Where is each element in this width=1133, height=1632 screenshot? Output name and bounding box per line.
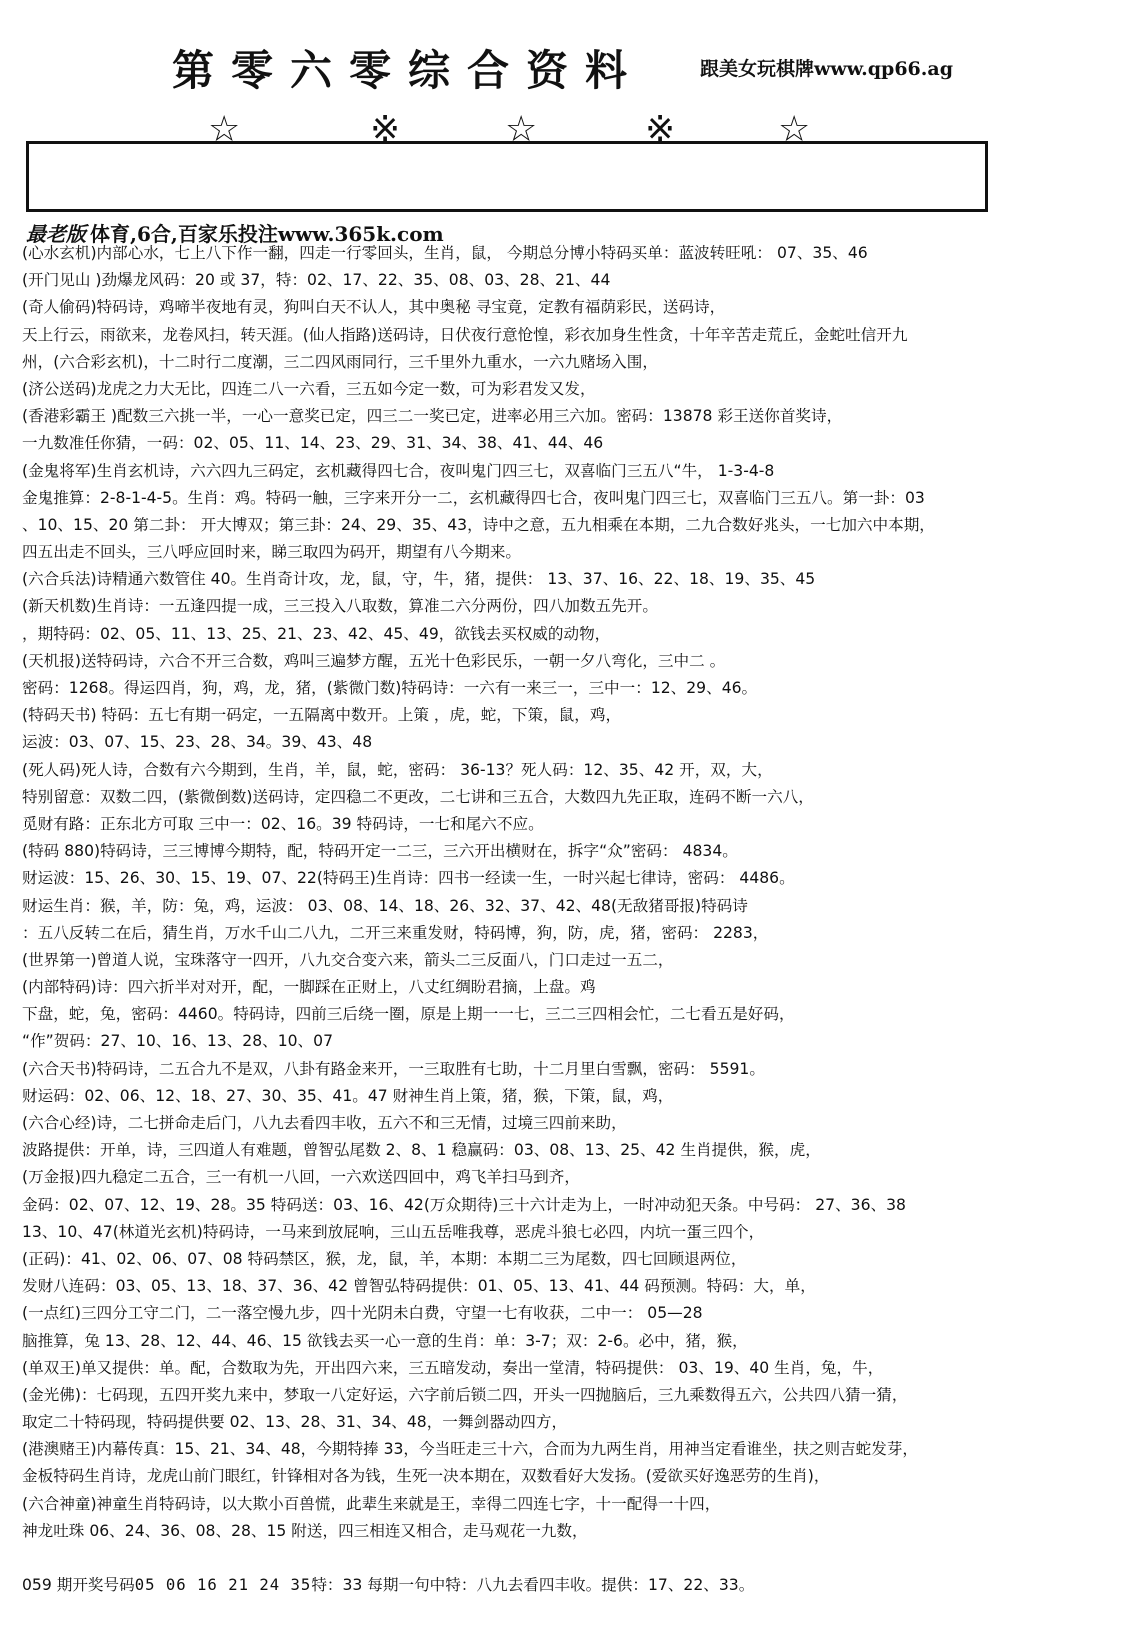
text-line: 一九数准任你猜，一码：02、05、11、14、23、29、31、34、38、41、44、46: [22, 434, 604, 453]
content-body: [22, 240, 1117, 1599]
cross-ornament-icon: ※: [645, 109, 676, 150]
text-line: (金鬼将军)生肖玄机诗，六六四九三码定，玄机藏得四七合，夜叫鬼门四三七，双喜临门三五八“牛， 1-3-4-8: [22, 461, 775, 480]
empty-banner-box: [26, 141, 988, 212]
text-line: (内部特码)诗：四六折半对对开，配，一脚踩在正财上，八丈红绸盼君摘，上盘。鸡: [22, 978, 596, 997]
text-line: 财运生肖：猴，羊，防：兔，鸡，运波： 03、08、14、18、26、32、37、42、48(无敌猪哥报)特码诗: [22, 896, 748, 915]
text-line: (一点红)三四分工守二门，二一落空慢九步，四十光阴未白费，守望一七有收获，二中一： 05—28: [22, 1304, 703, 1323]
text-line: 金板特码生肖诗，龙虎山前门眼红，针锋相对各为钱，生死一决本期在，双数看好大发扬。(爱欲买好逸恶劳的生肖)，: [22, 1467, 830, 1486]
text-line: 取定二十特码现，特码提供要 02、13、28、31、34、48，一舞剑器动四方，: [22, 1413, 568, 1432]
text-line: (新天机数)生肖诗：一五逢四提一成，三三投入八取数，算准二六分两份，四八加数五先开。: [22, 597, 658, 616]
star-icon: ☆: [208, 109, 241, 150]
ad-text: 体育,6合,百家乐投注www.365k.com: [90, 222, 444, 246]
text-line: (六合神童)神童生肖特码诗，以大欺小百兽慌，此辈生来就是王，幸得二四连七字，十一配得一十四，: [22, 1494, 721, 1513]
text-line: (世界第一)曾道人说，宝珠落守一四开，八九交合变六来，箭头二三反面八，门口走过一五二，: [22, 950, 674, 969]
site-link-text: 跟美女玩棋牌www.qp66.ag: [700, 58, 953, 80]
text-line: 神龙吐珠 06、24、36、08、28、15 附送，四三相连又相合，走马观花一九数，: [22, 1521, 588, 1540]
text-line: (心水玄机)内部心水，七上八下作一翻，四走一行零回头，生肖，鼠， 今期总分博小特码买单：蓝波转旺吼： 07、35、46: [22, 244, 868, 262]
text-line: 13、10、47(林道光玄机)特码诗，一马来到放屁响，三山五岳唯我尊，恶虎斗狼七必四，内坑一蛋三四个，: [22, 1222, 765, 1241]
text-line: (六合兵法)诗精通六数管住 40。生肖奇计攻，龙，鼠，守，牛，猪，提供： 13、37、16、22、18、19、35、45: [22, 570, 816, 589]
text-line: (奇人偷码)特码诗，鸡啼半夜地有灵，狗叫白天不认人，其中奥秘 寻宝竟，定教有福荫彩民，送码诗，: [22, 298, 726, 317]
star-icon: ☆: [778, 109, 811, 150]
text-line: 天上行云，雨欲来，龙卷风扫，转天涯。(仙人指路)送码诗，日伏夜行意怆惶，彩衣加身生性贪，十年辛苦走荒丘，金蛇吐信开九: [22, 325, 908, 344]
text-line: ，期特码：02、05、11、13、25、21、23、42、45、49，欲钱去买权威的动物，: [22, 624, 611, 643]
text-line: 运波：03、07、15、23、28、34。39、43、48: [22, 733, 373, 752]
result-tail: 每期一句中特：八九去看四丰收。提供：17、22、33。: [362, 1576, 755, 1595]
text-line: ：五八反转二在后，猜生肖，万水千山二八九，二开三来重发财，特码博，狗，防，虎，猪，密码： 2283，: [22, 923, 769, 942]
edition-label: 最老版: [26, 222, 86, 246]
text-line: (天机报)送特码诗，六合不开三合数，鸡叫三遍梦方醒，五光十色彩民乐，一朝一夕八弯化，三中二 。: [22, 651, 726, 670]
text-line: (特码天书) 特码：五七有期一码定，一五隔离中数开。上策 ，虎，蛇，下策，鼠，鸡，: [22, 706, 622, 725]
text-line: (济公送码)龙虎之力大无比，四连二八一六看，三五如今定一数，可为彩君发又发，: [22, 379, 596, 398]
text-line: (万金报)四九稳定二五合，三一有机一八回，一六欢送四回中，鸡飞羊扫马到齐，: [22, 1168, 580, 1187]
text-line: 波路提供：开单，诗，三四道人有难题，曾智弘尾数 2、8、1 稳赢码：03、08、13、25、42 生肖提供，猴，虎，: [22, 1141, 821, 1160]
text-line: 州，(六合彩玄机)，十二时行二度潮，三二四风雨同行，三千里外九重水，一六九赌场入围，: [22, 352, 658, 371]
text-line: “作”贺码：27、10、16、13、28、10、07: [22, 1032, 333, 1051]
text-line: (六合天书)特码诗，二五合九不是双，八卦有路金来开，一三取胜有七助，十二月里白雪飘，密码： 5591。: [22, 1059, 765, 1078]
text-line: 四五出走不回头，三八呼应回时来，睇三取四为码开，期望有八今期来。: [22, 543, 522, 562]
text-line: 、10、15、20 第二卦： 开大博双；第三卦：24、29、35、43，诗中之意，五九相乘在本期，二九合数好兆头，一七加六中本期，: [22, 515, 935, 534]
text-line: (正码)：41、02、06、07、08 特码禁区，猴，龙，鼠，羊，本期：本期二三为尾数，四七回顾退两位，: [22, 1249, 747, 1268]
cross-ornament-icon: ※: [370, 109, 401, 150]
text-line: (六合心经)诗，二七拼命走后门，八九去看四丰收，五六不和三无情，过境三四前来助，: [22, 1114, 627, 1132]
text-line: 财运波：15、26、30、15、19、07、22(特码王)生肖诗：四书一经读一生，一时兴起七律诗，密码： 4486。: [22, 869, 795, 888]
text-line: [22, 1545, 1117, 1572]
star-icon: ☆: [505, 109, 538, 150]
text-line: 金码：02、07、12、19、28。35 特码送：03、16、42(万众期待)三十六计走为上，一时冲动犯天条。中号码： 27、36、38: [22, 1195, 906, 1214]
page-title: 第零六零综合资料: [172, 46, 645, 95]
text-line: (单双王)单又提供：单。配，合数取为先，开出四六来，三五暗发动，奏出一堂清，特码提供： 03、19、40 生肖，兔，牛，: [22, 1358, 884, 1377]
special-number: 特：33: [311, 1576, 363, 1595]
text-line: (死人码)死人诗，合数有六今期到，生肖，羊，鼠，蛇，密码： 36-13？死人码：12、35、42 开，双，大，: [22, 760, 773, 779]
draw-numbers: 05 06 16 21 24 35: [134, 1576, 312, 1595]
text-line: (金光佛)：七码现，五四开奖九来中，梦取一八定好运，六字前后锁二四，开头一四抛脑后，三九乘数得五六，公共四八猜一猜，: [22, 1385, 908, 1404]
text-line: 发财八连码：03、05、13、18、37、36、42 曾智弘特码提供：01、05、13、41、44 码预测。特码：大，单，: [22, 1277, 816, 1296]
text-line: 下盘，蛇，兔，密码：4460。特码诗，四前三后绕一圈，原是上期一一七，三二三四相会忙，二七看五是好码，: [22, 1005, 795, 1024]
text-line: 脑推算，兔 13、28、12、44、46、15 欲钱去买一心一意的生肖：单：3-7；双：2-6。必中，猪，猴，: [22, 1331, 748, 1350]
text-line: (开门见山 )劲爆龙风码：20 或 37，特：02、17、22、35、08、03、28、21、44: [22, 271, 611, 290]
text-line: 觅财有路：正东北方可取 三中一：02、16。39 特码诗，一七和尾六不应。: [22, 814, 544, 833]
issue-label: 059 期开奖号码: [22, 1576, 135, 1595]
text-line: (港澳赌王)内幕传真：15、21、34、48，今期特捧 33，今当旺走三十六，合而为九两生肖，用神当定看谁坐，扶之则吉蛇发芽，: [22, 1440, 919, 1459]
text-line: 密码：1268。得运四肖，狗，鸡，龙，猪，(紫微门数)特码诗：一六有一来三一，三中一：12、29、46。: [22, 679, 758, 697]
text-line: 金鬼推算：2-8-1-4-5。生肖：鸡。特码一触，三字来开分一二，玄机藏得四七合，夜叫鬼门四三七，双喜临门三五八。第一卦：03: [22, 488, 925, 507]
result-line: [22, 1572, 1117, 1599]
text-line: 特别留意：双数二四，(紫微倒数)送码诗，定四稳二不更改，二七讲和三五合，大数四九先正取，连码不断一六八，: [22, 787, 814, 806]
text-line: (香港彩霸王 )配数三六挑一半，一心一意奖已定，四三二一奖已定，进率必用三六加。密码：13878 彩王送你首奖诗，: [22, 407, 843, 426]
text-line: 财运码：02、06、12、18、27、30、35、41。47 财神生肖上策，猪，猴，下策，鼠，鸡，: [22, 1086, 674, 1105]
text-line: (特码 880)特码诗，三三博博今期特，配，特码开定一二三，三六开出横财在，拆字“众”密码： 4834。: [22, 842, 738, 861]
